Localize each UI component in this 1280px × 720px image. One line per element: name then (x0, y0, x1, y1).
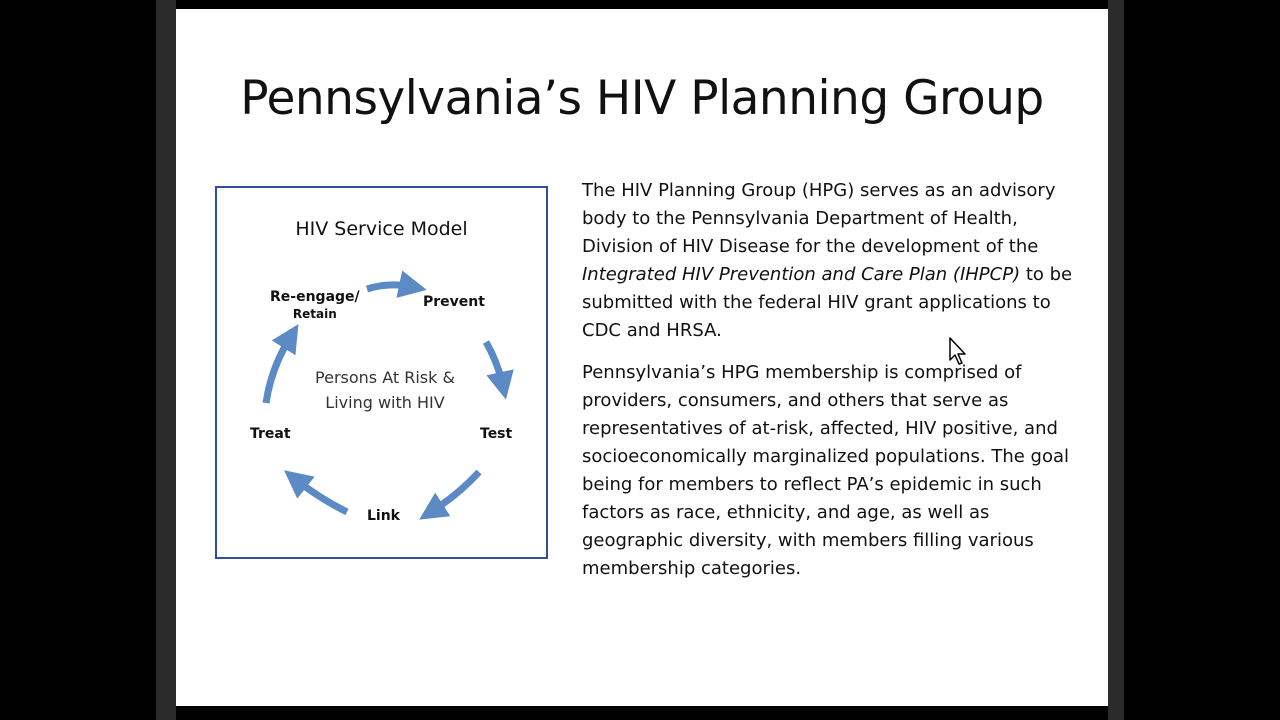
arrow-test-to-link (431, 472, 479, 512)
stage-treat: Treat (250, 426, 291, 442)
stage-reengage-line1: Re-engage/ (270, 289, 360, 305)
mouse-cursor-icon (949, 337, 969, 367)
paragraph1-end: to be submitted with the federal HIV grant applications to CDC and HRSA. (582, 264, 1073, 341)
arrow-treat-to-reengage (266, 336, 291, 403)
diagram-title: HIV Service Model (295, 218, 468, 240)
stage-reengage-line2: Retain (292, 307, 337, 321)
arrow-reengage-to-prevent (367, 285, 413, 289)
stage-test: Test (480, 426, 513, 442)
arrow-link-to-treat (295, 479, 347, 512)
plan-name: Integrated HIV Prevention and Care Plan (IHPCP) (582, 264, 1021, 285)
paragraph1-start: The HIV Planning Group (HPG) serves as an advisory body to the Pennsylvania Department of Health, Division of HIV Disease for the development of the (582, 180, 1056, 257)
paragraph-hpg-description (582, 177, 1082, 345)
diagram-center-text: Persons At Risk & Living with HIV (315, 368, 455, 412)
arrow-prevent-to-test (486, 342, 503, 386)
window-frame-right (1108, 0, 1124, 720)
stage-link: Link (367, 508, 400, 524)
stage-prevent: Prevent (423, 294, 485, 310)
window-frame-left (156, 0, 176, 720)
stage-reengage (270, 289, 360, 321)
slide-title: Pennsylvania’s HIV Planning Group (240, 71, 1044, 126)
paragraph-membership: Pennsylvania’s HPG membership is comprised of providers, consumers, and others that serve as representatives of at-risk, affected, HIV positive, and socioeconomically marginalized populations. The goal being for members to reflect PA’s epidemic in such factors as race, ethnicity, and age, as well as geographic diversity, with members filling various membership categories. (582, 362, 1070, 579)
hiv-service-model-diagram (215, 186, 548, 559)
slide-body-text (582, 177, 1082, 597)
